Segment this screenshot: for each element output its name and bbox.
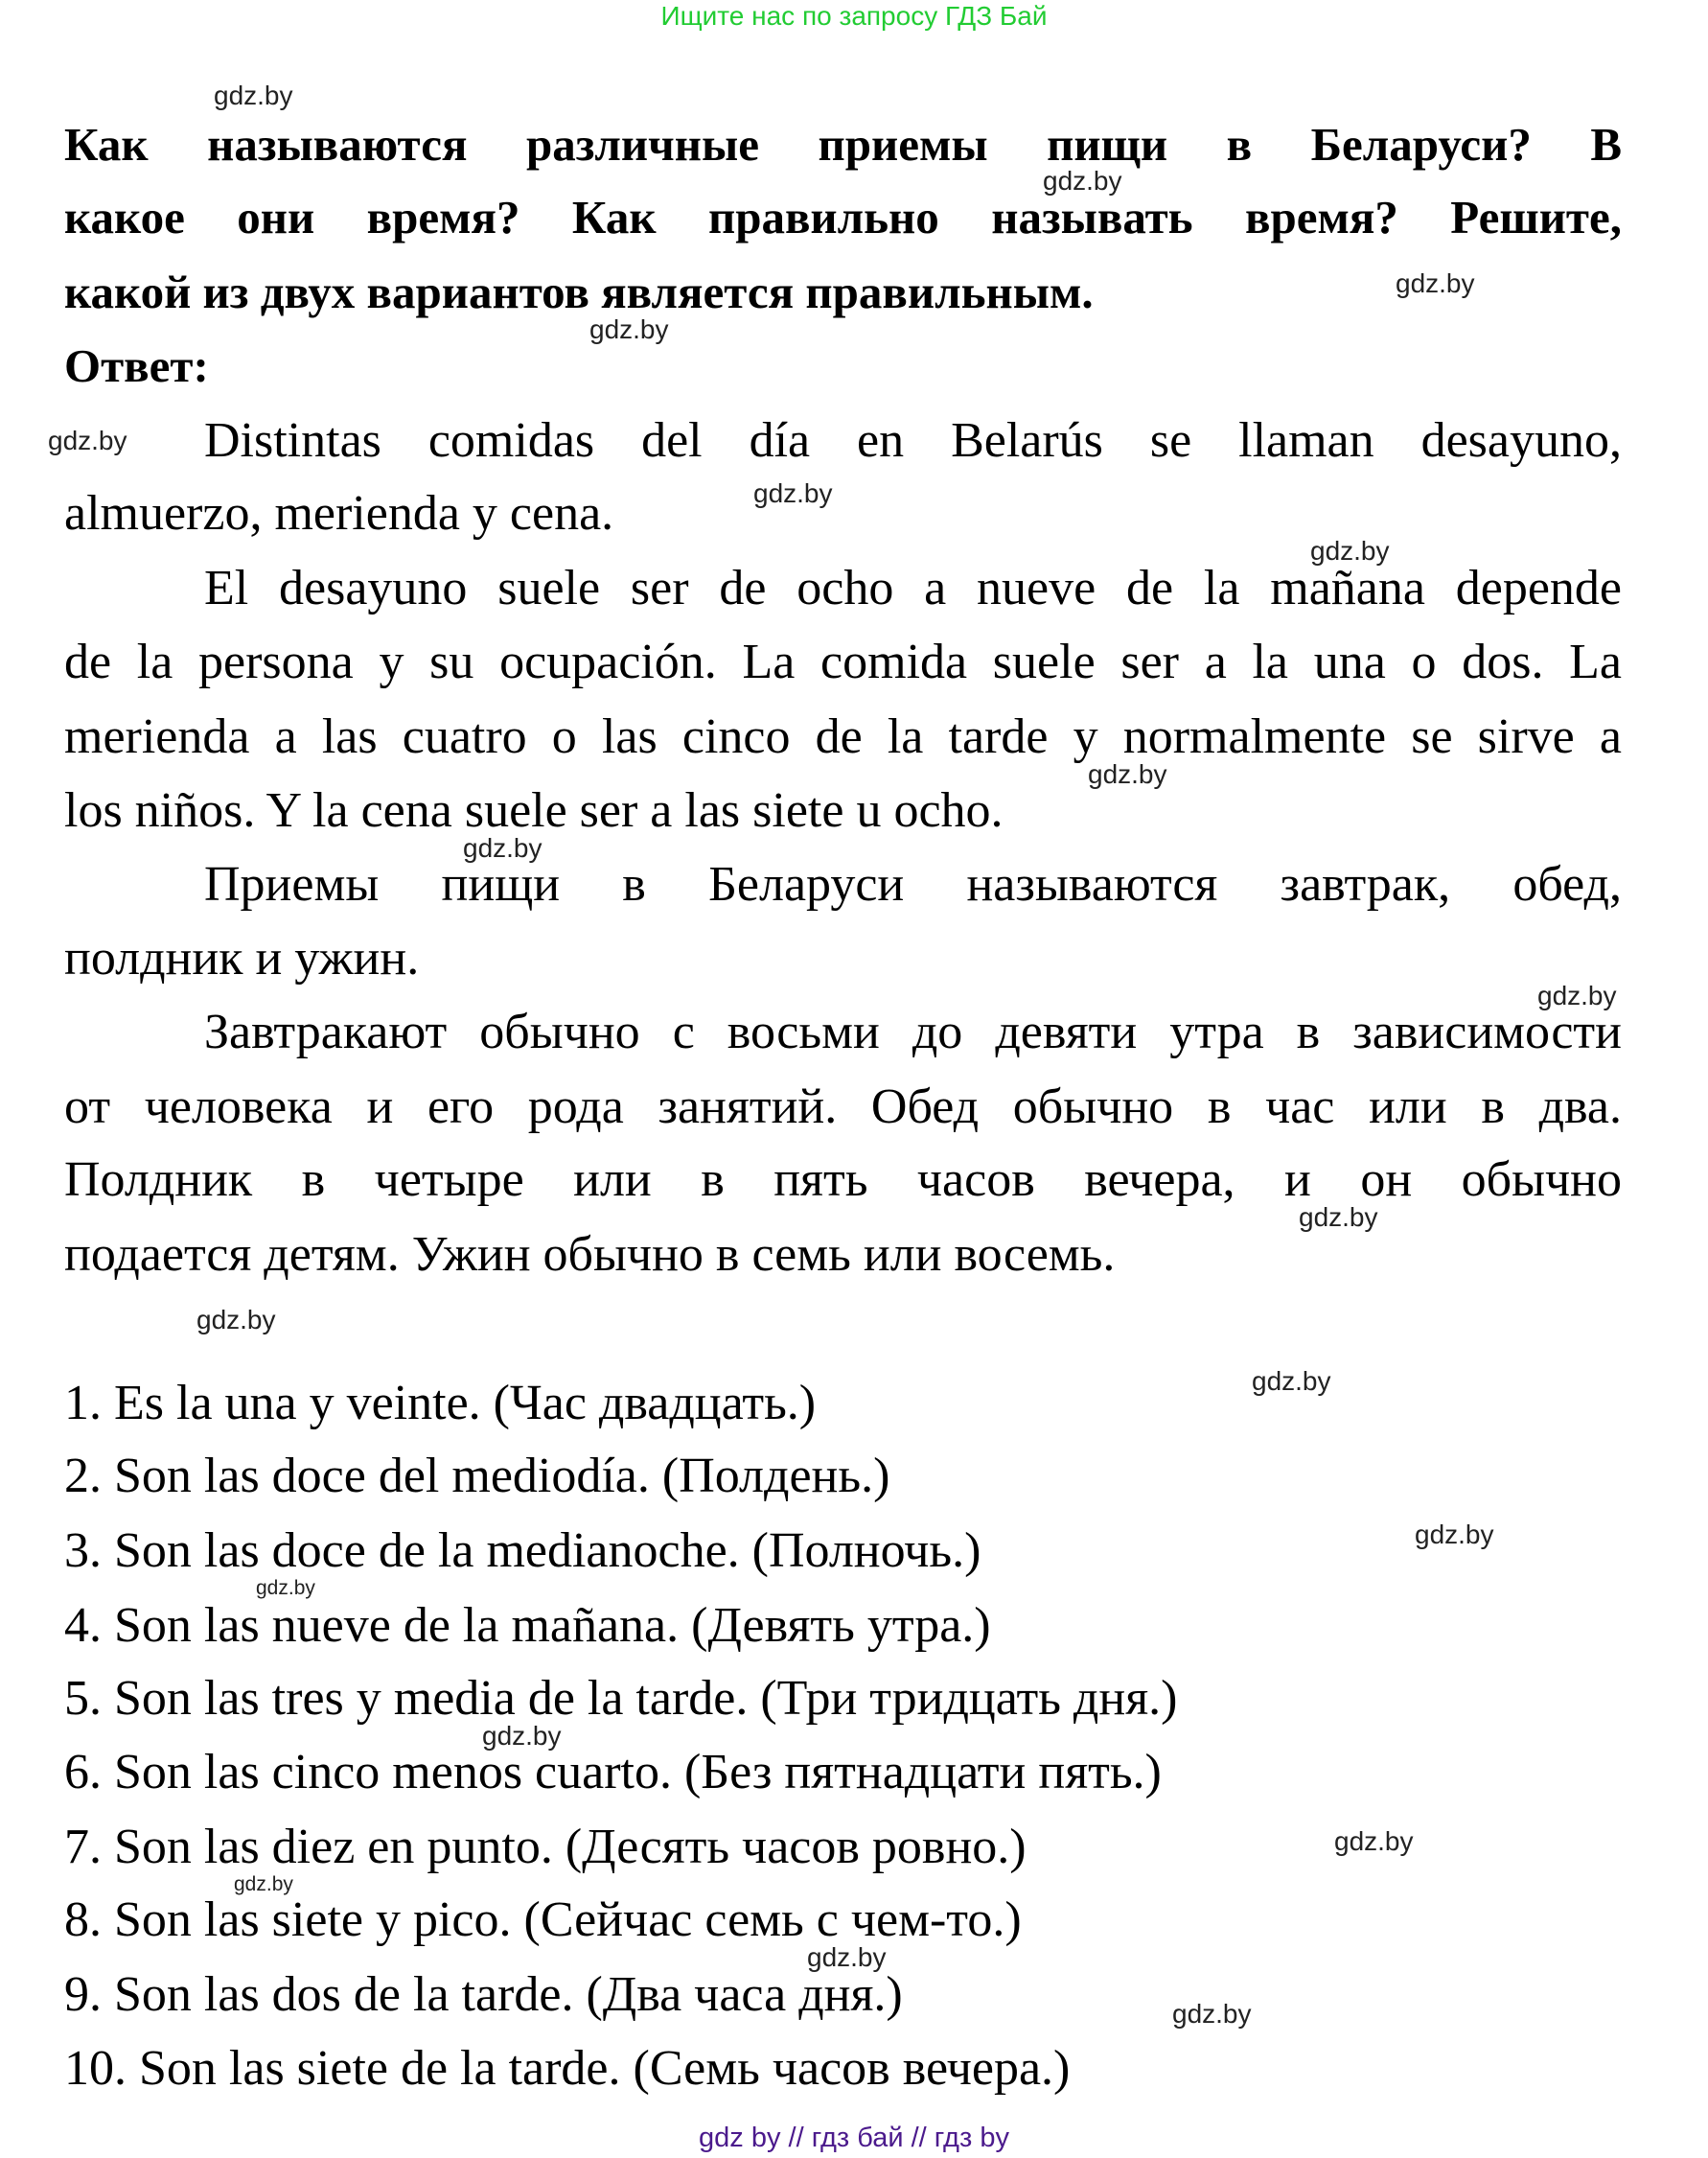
watermark: gdz.by bbox=[1415, 1520, 1494, 1549]
watermark: gdz.by bbox=[1537, 981, 1617, 1010]
watermark: gdz.by bbox=[1334, 1826, 1414, 1856]
answer-label: Ответ: bbox=[64, 339, 209, 392]
paragraph-line: подается детям. Ужин обычно в семь или восемь. bbox=[64, 1227, 1116, 1282]
watermark: gdz.by bbox=[234, 1873, 293, 1895]
list-item: 9. Son las dos de la tarde. (Два часа дня.) bbox=[64, 1967, 903, 2022]
list-item: 1. Es la una y veinte. (Час двадцать.) bbox=[64, 1376, 817, 1430]
list-item: 7. Son las diez en punto. (Десять часов ровно.) bbox=[64, 1820, 1027, 1874]
list-item: 4. Son las nueve de la mañana. (Девять утра.) bbox=[64, 1598, 991, 1653]
question-line: какой из двух вариантов является правильным. bbox=[64, 266, 1094, 318]
watermark: gdz.by bbox=[463, 833, 542, 863]
paragraph-line: almuerzo, merienda y cena. bbox=[64, 486, 614, 541]
paragraph-line: Distintas comidas del día en Belarús se llaman desayuno, bbox=[204, 413, 1622, 468]
watermark: gdz.by bbox=[753, 478, 833, 508]
paragraph-line: de la persona y su ocupación. La comida suele ser a la una o dos. La bbox=[64, 635, 1622, 689]
paragraph-line: los niños. Y la cena suele ser a las siete u ocho. bbox=[64, 783, 1004, 838]
list-item: 8. Son las siete y pico. (Сейчас семь с чем-то.) bbox=[64, 1892, 1022, 1947]
watermark: gdz.by bbox=[589, 314, 669, 344]
watermark: gdz.by bbox=[1172, 1999, 1252, 2029]
list-item: 5. Son las tres y media de la tarde. (Три тридцать дня.) bbox=[64, 1671, 1178, 1726]
watermark: gdz.by bbox=[482, 1721, 562, 1751]
watermark: gdz.by bbox=[807, 1942, 887, 1972]
footer-watermark: gdz by // гдз бай // гдз by bbox=[699, 2123, 1009, 2153]
watermark: gdz.by bbox=[256, 1577, 315, 1599]
search-banner: Ищите нас по запросу ГДЗ Бай bbox=[660, 1, 1048, 31]
list-item: 3. Son las doce de la medianoche. (Полночь.) bbox=[64, 1523, 981, 1578]
watermark: gdz.by bbox=[1252, 1366, 1331, 1396]
paragraph-line: Приемы пищи в Беларуси называются завтрак, обед, bbox=[204, 857, 1622, 912]
list-item: 10. Son las siete de la tarde. (Семь часов вечера.) bbox=[64, 2041, 1071, 2096]
paragraph-line: El desayuno suele ser de ocho a nueve de la mañana depende bbox=[204, 561, 1622, 615]
paragraph-line: от человека и его рода занятий. Обед обычно в час или в два. bbox=[64, 1079, 1622, 1134]
paragraph-line: merienda a las cuatro o las cinco de la tarde y normalmente se sirve a bbox=[64, 709, 1622, 764]
watermark: gdz.by bbox=[1299, 1202, 1378, 1232]
question-line: Как называются различные приемы пищи в Беларуси? В bbox=[64, 118, 1622, 171]
list-item: 6. Son las cinco menos cuarto. (Без пятнадцати пять.) bbox=[64, 1745, 1162, 1799]
paragraph-line: Завтракают обычно с восьми до девяти утра в зависимости bbox=[204, 1005, 1622, 1059]
paragraph-line: полдник и ужин. bbox=[64, 931, 420, 986]
watermark: gdz.by bbox=[214, 81, 293, 110]
watermark: gdz.by bbox=[1310, 536, 1390, 566]
paragraph-line: Полдник в четыре или в пять часов вечера, и он обычно bbox=[64, 1152, 1622, 1207]
question-line: какое они время? Как правильно называть время? Решите, bbox=[64, 191, 1622, 244]
list-item: 2. Son las doce del mediodía. (Полдень.) bbox=[64, 1449, 890, 1503]
watermark: gdz.by bbox=[1043, 166, 1122, 196]
watermark: gdz.by bbox=[1396, 268, 1475, 298]
watermark: gdz.by bbox=[48, 426, 127, 455]
watermark: gdz.by bbox=[196, 1305, 276, 1334]
watermark: gdz.by bbox=[1088, 759, 1167, 789]
